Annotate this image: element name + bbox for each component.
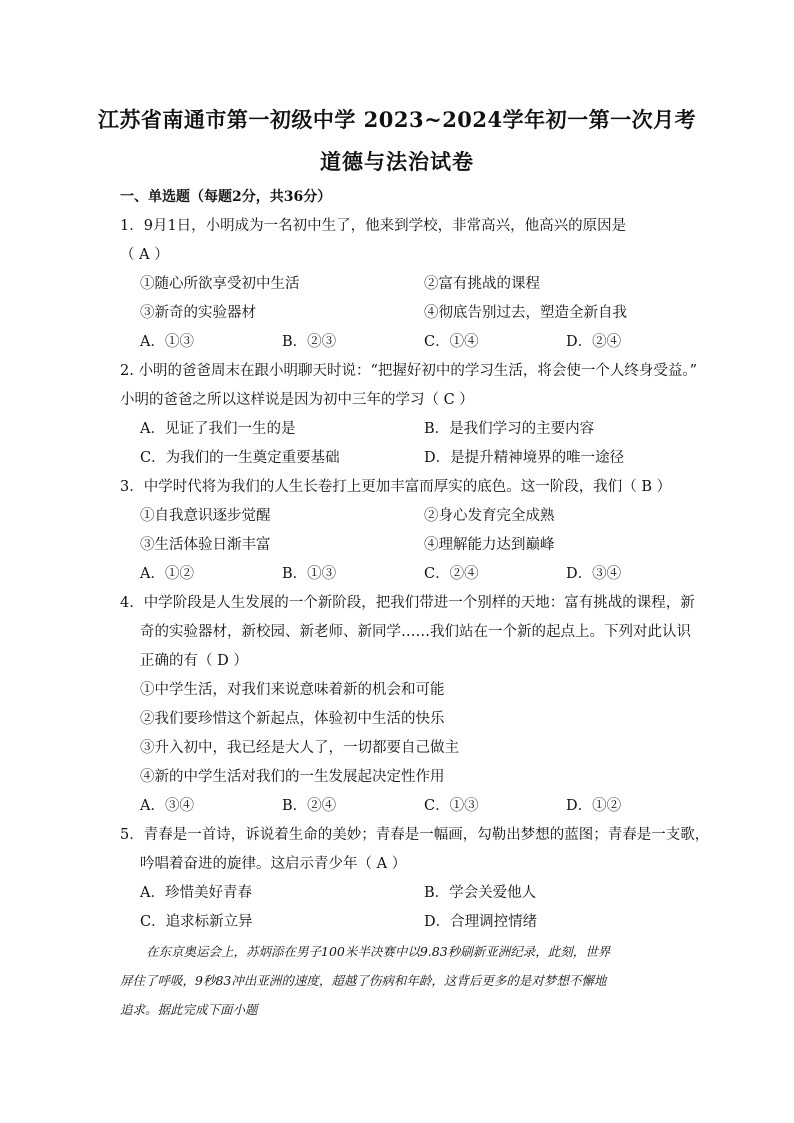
q4-option-a: A．③④: [140, 798, 194, 814]
q1-option-a: A．①③: [140, 334, 194, 350]
q1-option-b: B．②③: [282, 334, 337, 350]
q1-statement-4: ④彻底告别过去，塑造全新自我: [424, 305, 627, 321]
q4-stem-line2: 奇的实验器材，新校园、新老师、新同学……我们站在一个新的起点上。下列对此认识: [140, 624, 691, 640]
q3-stem-line1: 3．中学时代将为我们的人生长卷打上更加丰富而厚实的底色。这一阶段，我们（ B ）: [120, 479, 672, 495]
q2-option-d: D．是提升精神境界的唯一途径: [424, 450, 625, 466]
q3-statement-1: ①自我意识逐步觉醒: [140, 508, 271, 524]
q3-statement-3: ③生活体验日渐丰富: [140, 537, 271, 553]
q4-stem-line3: 正确的有（ D ）: [140, 653, 248, 669]
q1-statement-2: ②富有挑战的课程: [424, 276, 540, 292]
q3-option-b: B．①③: [282, 566, 337, 582]
q3-statement-4: ④理解能力达到巅峰: [424, 537, 555, 553]
q4-statement-4: ④新的中学生活对我们的一生发展起决定性作用: [140, 769, 445, 785]
q1-stem-line2: （ A ）: [120, 247, 169, 263]
q5-option-d: D．合理调控情绪: [424, 914, 538, 930]
q1-stem-line1: 1．9月1日，小明成为一名初中生了，他来到学校，非常高兴，他高兴的原因是: [120, 218, 627, 234]
q2-option-a: A．见证了我们一生的是: [140, 421, 296, 437]
q1-option-c: C．①④: [424, 334, 479, 350]
q5-option-c: C．追求标新立异: [140, 914, 253, 930]
material-line2: 屏住了呼吸，9秒83冲出亚洲的速度，超越了伤病和年龄，这背后更多的是对梦想不懈地: [120, 973, 607, 988]
q3-option-a: A．①②: [140, 566, 194, 582]
q1-option-d: D．②④: [566, 334, 622, 350]
material-line1: 在东京奥运会上，苏炳添在男子100米半决赛中以9.83秒刷新亚洲纪录，此刻，世界: [146, 944, 611, 959]
q3-option-c: C．②④: [424, 566, 479, 582]
q4-option-d: D．①②: [566, 798, 622, 814]
q1-statement-3: ③新奇的实验器材: [140, 305, 256, 321]
q2-stem-line2: 小明的爸爸之所以这样说是因为初中三年的学习（ C ）: [120, 392, 474, 408]
q4-stem-line1: 4．中学阶段是人生发展的一个新阶段，把我们带进一个别样的天地：富有挑战的课程，新: [120, 595, 695, 611]
q3-option-d: D．③④: [566, 566, 622, 582]
q2-option-b: B．是我们学习的主要内容: [424, 421, 595, 437]
q2-stem-line1: 2. 小明的爸爸周末在跟小明聊天时说：“把握好初中的学习生活，将会使一个人终身受益。”: [120, 363, 698, 379]
q4-statement-1: ①中学生活，对我们来说意味着新的机会和可能: [140, 682, 445, 698]
exam-title-line1: 江苏省南通市第一初级中学 2023~2024学年初一第一次月考: [97, 107, 697, 132]
q4-statement-2: ②我们要珍惜这个新起点，体验初中生活的快乐: [140, 711, 445, 727]
q5-option-b: B．学会关爱他人: [424, 885, 537, 901]
exam-title-line2: 道德与法治试卷: [320, 149, 474, 174]
q4-statement-3: ③升入初中，我已经是大人了，一切都要自己做主: [140, 740, 459, 756]
q3-statement-2: ②身心发育完全成熟: [424, 508, 555, 524]
q4-option-b: B．②④: [282, 798, 337, 814]
q5-option-a: A．珍惜美好青春: [140, 885, 252, 901]
material-line3: 追求。据此完成下面小题: [120, 1002, 258, 1017]
q4-option-c: C．①③: [424, 798, 479, 814]
q5-stem-line1: 5．青春是一首诗，诉说着生命的美妙；青春是一幅画，勾勒出梦想的蓝图；青春是一支歌，: [120, 827, 710, 843]
section-heading: 一、单选题（每题2分，共36分）: [120, 189, 332, 205]
q1-statement-1: ①随心所欲享受初中生活: [140, 276, 300, 292]
q5-stem-line2: 吟唱着奋进的旋律。这启示青少年（ A ）: [140, 856, 407, 872]
q2-option-c: C．为我们的一生奠定重要基础: [140, 450, 340, 466]
